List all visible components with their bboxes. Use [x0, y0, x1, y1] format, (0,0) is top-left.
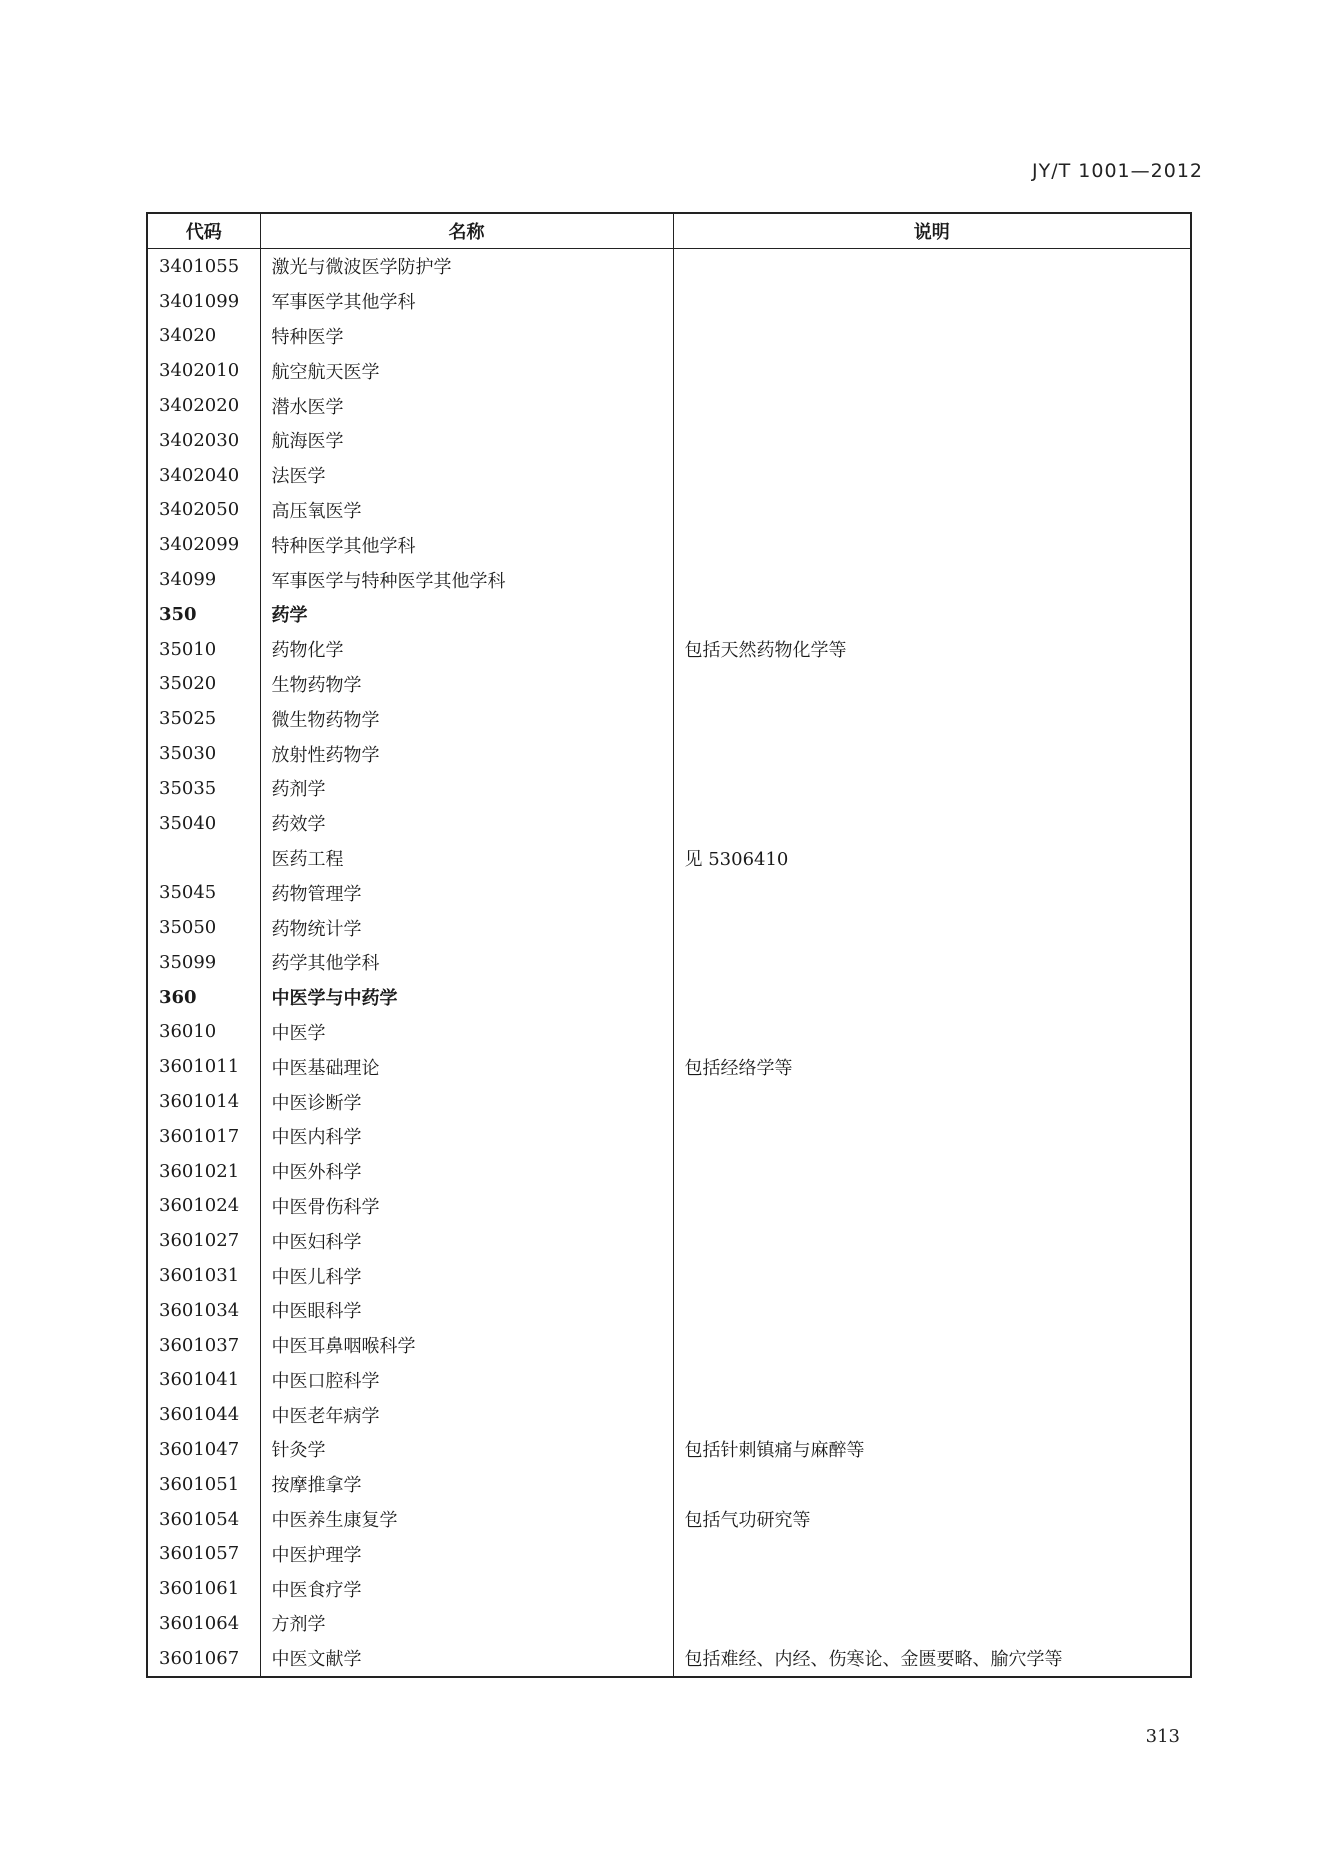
cell-note [673, 388, 1191, 423]
cell-name: 按摩推拿学 [260, 1467, 673, 1502]
cell-name: 药物管理学 [260, 875, 673, 910]
table-row [147, 1536, 1191, 1571]
cell-name: 药学其他学科 [260, 945, 673, 980]
cell-name: 航海医学 [260, 423, 673, 458]
cell-note [673, 423, 1191, 458]
cell-note [673, 458, 1191, 493]
table-row [147, 945, 1191, 980]
cell-name: 特种医学 [260, 319, 673, 354]
cell-name: 航空航天医学 [260, 353, 673, 388]
cell-code: 35010 [147, 632, 260, 667]
table-row [147, 1641, 1191, 1677]
cell-note [673, 1154, 1191, 1189]
cell-code: 3601044 [147, 1397, 260, 1432]
cell-code: 3601031 [147, 1258, 260, 1293]
cell-code [147, 841, 260, 876]
cell-name: 药物化学 [260, 632, 673, 667]
table-row [147, 1571, 1191, 1606]
cell-note [673, 284, 1191, 319]
cell-code: 3601034 [147, 1293, 260, 1328]
cell-code: 3402050 [147, 493, 260, 528]
table-row [147, 875, 1191, 910]
cell-code: 3601064 [147, 1606, 260, 1641]
cell-name: 医药工程 [260, 841, 673, 876]
cell-name: 中医基础理论 [260, 1049, 673, 1084]
cell-name: 中医学与中药学 [260, 980, 673, 1015]
table-row [147, 632, 1191, 667]
table-row [147, 1293, 1191, 1328]
cell-note [673, 1119, 1191, 1154]
cell-code: 35030 [147, 736, 260, 771]
table-row [147, 1154, 1191, 1189]
cell-code: 3601067 [147, 1641, 260, 1677]
cell-name: 微生物药物学 [260, 701, 673, 736]
cell-note [673, 1606, 1191, 1641]
cell-note [673, 1363, 1191, 1398]
cell-note [673, 736, 1191, 771]
cell-code: 36010 [147, 1015, 260, 1050]
cell-name: 激光与微波医学防护学 [260, 249, 673, 284]
table-row [147, 1328, 1191, 1363]
table-body [147, 249, 1191, 1677]
cell-name: 中医眼科学 [260, 1293, 673, 1328]
cell-note [673, 1467, 1191, 1502]
cell-note [673, 1397, 1191, 1432]
table-row [147, 1502, 1191, 1537]
cell-note [673, 1536, 1191, 1571]
cell-name: 高压氧医学 [260, 493, 673, 528]
cell-name: 中医耳鼻咽喉科学 [260, 1328, 673, 1363]
cell-code: 34020 [147, 319, 260, 354]
table-row [147, 319, 1191, 354]
cell-code: 3402010 [147, 353, 260, 388]
table-row [147, 1049, 1191, 1084]
cell-name: 潜水医学 [260, 388, 673, 423]
cell-name: 针灸学 [260, 1432, 673, 1467]
cell-code: 3601047 [147, 1432, 260, 1467]
cell-note [673, 1084, 1191, 1119]
cell-note [673, 527, 1191, 562]
table-row [147, 1606, 1191, 1641]
table-row [147, 1084, 1191, 1119]
cell-code: 35099 [147, 945, 260, 980]
cell-code: 3601061 [147, 1571, 260, 1606]
cell-note [673, 980, 1191, 1015]
cell-name: 药剂学 [260, 771, 673, 806]
cell-code: 3601021 [147, 1154, 260, 1189]
cell-note [673, 806, 1191, 841]
cell-code: 3601057 [147, 1536, 260, 1571]
cell-code: 35045 [147, 875, 260, 910]
table-row [147, 1363, 1191, 1398]
cell-name: 军事医学其他学科 [260, 284, 673, 319]
column-header-code: 代码 [147, 213, 260, 249]
cell-code: 3401099 [147, 284, 260, 319]
cell-code: 35035 [147, 771, 260, 806]
cell-code: 3601017 [147, 1119, 260, 1154]
table-row [147, 910, 1191, 945]
table-row [147, 249, 1191, 284]
cell-code: 35050 [147, 910, 260, 945]
cell-note [673, 875, 1191, 910]
cell-code: 3402030 [147, 423, 260, 458]
cell-note [673, 353, 1191, 388]
cell-code: 3601051 [147, 1467, 260, 1502]
cell-name: 中医文献学 [260, 1641, 673, 1677]
cell-name: 法医学 [260, 458, 673, 493]
table-row [147, 806, 1191, 841]
cell-note [673, 667, 1191, 702]
table-row [147, 1119, 1191, 1154]
cell-code: 35020 [147, 667, 260, 702]
cell-note [673, 910, 1191, 945]
cell-code: 3402099 [147, 527, 260, 562]
cell-code: 3401055 [147, 249, 260, 284]
cell-code: 3402020 [147, 388, 260, 423]
table-row [147, 388, 1191, 423]
cell-name: 方剂学 [260, 1606, 673, 1641]
cell-name: 中医养生康复学 [260, 1502, 673, 1537]
cell-name: 药效学 [260, 806, 673, 841]
cell-code: 360 [147, 980, 260, 1015]
cell-name: 军事医学与特种医学其他学科 [260, 562, 673, 597]
table-row [147, 1258, 1191, 1293]
cell-note [673, 771, 1191, 806]
cell-code: 3601027 [147, 1223, 260, 1258]
table-row [147, 353, 1191, 388]
cell-note: 包括经络学等 [673, 1049, 1191, 1084]
cell-note [673, 319, 1191, 354]
table-row [147, 423, 1191, 458]
table-row [147, 527, 1191, 562]
table-row [147, 980, 1191, 1015]
cell-note: 包括气功研究等 [673, 1502, 1191, 1537]
cell-name: 中医食疗学 [260, 1571, 673, 1606]
cell-note [673, 1571, 1191, 1606]
cell-name: 中医内科学 [260, 1119, 673, 1154]
cell-note: 包括天然药物化学等 [673, 632, 1191, 667]
table-row [147, 458, 1191, 493]
table-row [147, 1189, 1191, 1224]
page-number: 313 [1145, 1726, 1180, 1747]
table-header-row [147, 213, 1191, 249]
cell-name: 药物统计学 [260, 910, 673, 945]
cell-name: 中医口腔科学 [260, 1363, 673, 1398]
cell-note [673, 493, 1191, 528]
cell-code: 34099 [147, 562, 260, 597]
cell-name: 中医妇科学 [260, 1223, 673, 1258]
cell-name: 中医护理学 [260, 1536, 673, 1571]
cell-name: 中医学 [260, 1015, 673, 1050]
table-row [147, 771, 1191, 806]
cell-name: 中医老年病学 [260, 1397, 673, 1432]
cell-code: 3601054 [147, 1502, 260, 1537]
cell-code: 3601014 [147, 1084, 260, 1119]
cell-note [673, 701, 1191, 736]
table-row [147, 284, 1191, 319]
table-row [147, 493, 1191, 528]
cell-name: 中医诊断学 [260, 1084, 673, 1119]
cell-note [673, 597, 1191, 632]
cell-note: 包括难经、内经、伤寒论、金匮要略、腧穴学等 [673, 1641, 1191, 1677]
column-header-name: 名称 [260, 213, 673, 249]
cell-note [673, 1328, 1191, 1363]
cell-name: 生物药物学 [260, 667, 673, 702]
cell-note [673, 1258, 1191, 1293]
discipline-code-table [146, 212, 1192, 1678]
cell-note [673, 1293, 1191, 1328]
cell-code: 35025 [147, 701, 260, 736]
cell-name: 中医儿科学 [260, 1258, 673, 1293]
table-row [147, 562, 1191, 597]
cell-code: 35040 [147, 806, 260, 841]
table-row [147, 1432, 1191, 1467]
cell-name: 中医外科学 [260, 1154, 673, 1189]
cell-code: 3601011 [147, 1049, 260, 1084]
cell-name: 特种医学其他学科 [260, 527, 673, 562]
cell-code: 350 [147, 597, 260, 632]
cell-note [673, 1015, 1191, 1050]
cell-code: 3601041 [147, 1363, 260, 1398]
table-row [147, 1397, 1191, 1432]
cell-name: 药学 [260, 597, 673, 632]
column-header-note: 说明 [673, 213, 1191, 249]
table-row [147, 736, 1191, 771]
table-row [147, 597, 1191, 632]
standard-code: JY/T 1001—2012 [1032, 160, 1203, 182]
table-row [147, 1015, 1191, 1050]
cell-note: 见 5306410 [673, 841, 1191, 876]
cell-note [673, 249, 1191, 284]
cell-name: 放射性药物学 [260, 736, 673, 771]
cell-note [673, 945, 1191, 980]
table-row [147, 667, 1191, 702]
cell-note [673, 1189, 1191, 1224]
table-row [147, 1223, 1191, 1258]
cell-code: 3601037 [147, 1328, 260, 1363]
cell-note [673, 1223, 1191, 1258]
cell-name: 中医骨伤科学 [260, 1189, 673, 1224]
cell-note: 包括针刺镇痛与麻醉等 [673, 1432, 1191, 1467]
cell-code: 3402040 [147, 458, 260, 493]
table-row [147, 1467, 1191, 1502]
cell-code: 3601024 [147, 1189, 260, 1224]
table-row [147, 701, 1191, 736]
table-row [147, 841, 1191, 876]
cell-note [673, 562, 1191, 597]
